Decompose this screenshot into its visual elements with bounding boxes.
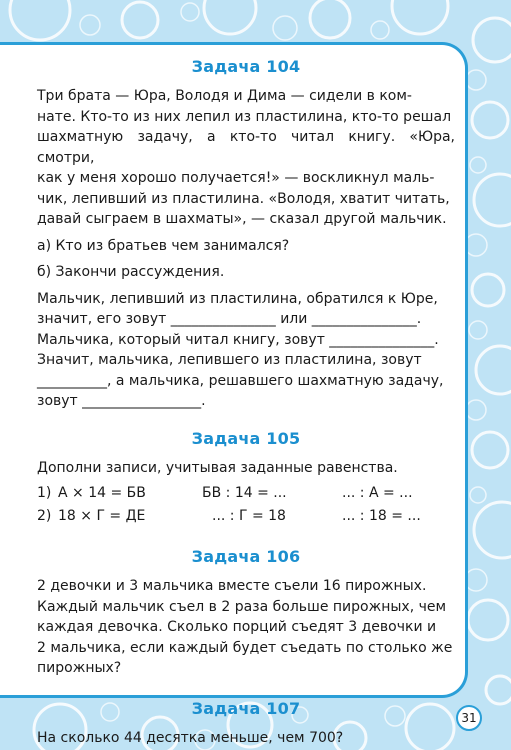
task-104-title: Задача 104 (191, 57, 301, 76)
row-number: 2) (37, 508, 52, 524)
equation-row (37, 505, 455, 528)
task-107 (37, 699, 455, 749)
text-line: Мальчика, который читал книгу, зовут _______________. (37, 331, 439, 348)
text-line: каждая девочка. Сколько порций съедят 3 девочки и (37, 619, 437, 635)
text-line: Значит, мальчика, лепившего из пластилина, зовут (37, 352, 422, 368)
page-number: 31 (456, 705, 482, 731)
text-line: нате. Кто-то из них лепил из пластилина, кто-то решал (37, 108, 452, 125)
text-line: 2 мальчика, если каждый будет съедать по столько же (37, 639, 453, 656)
given-equation: А × 14 = БВ (58, 485, 146, 501)
reasoning-text (37, 289, 455, 412)
text-line: значит, его зовут _______________ или _______________. (37, 311, 422, 327)
text-line: Три брата — Юра, Володя и Дима — сидели в ком- (37, 88, 412, 104)
text-line: шахматную задачу, а кто-то читал книгу. «Юра, смотри, (37, 129, 455, 166)
question-a: а) Кто из братьев чем занимался? (37, 237, 290, 254)
task-105-title: Задача 105 (191, 428, 301, 448)
task-107-title: Задача 107 (191, 698, 301, 718)
text-line: 2 девочки и 3 мальчика вместе съели 16 пирожных. (37, 578, 427, 594)
equation-row (37, 482, 455, 505)
expression: БВ : 14 = ... (202, 485, 287, 501)
text-line: как у меня хорошо получается!» — воскликнул маль- (37, 170, 435, 186)
page-content (37, 57, 455, 748)
task-106-text (37, 576, 455, 679)
task-104-text (37, 86, 455, 230)
text-line: Каждый мальчик съел в 2 раза больше пирожных, чем (37, 598, 447, 615)
text-line: пирожных? (37, 660, 122, 676)
task-106 (37, 547, 455, 679)
text-line: __________, а мальчика, решавшего шахматную задачу, (37, 372, 444, 389)
question-b: б) Закончи рассуждения. (37, 264, 225, 280)
expression: ... : А = ... (342, 485, 413, 501)
text-line: Мальчик, лепивший из пластилина, обратился к Юре, (37, 290, 438, 307)
expression: ... : Г = 18 (212, 508, 286, 524)
expression: ... : 18 = ... (342, 508, 421, 524)
task-105-instruction: Дополни записи, учитывая заданные равенства. (37, 459, 398, 476)
text-line: зовут _________________. (37, 393, 206, 409)
task-105 (37, 429, 455, 529)
task-104 (37, 57, 455, 412)
text-line: чик, лепивший из пластилина. «Володя, хватит читать, (37, 190, 450, 207)
task-107-text: На сколько 44 десятка меньше, чем 700? (37, 729, 344, 746)
task-106-title: Задача 106 (191, 547, 301, 566)
row-number: 1) (37, 485, 52, 501)
given-equation: 18 × Г = ДЕ (58, 508, 146, 524)
text-line: давай сыграем в шахматы», — сказал другой мальчик. (37, 211, 447, 227)
